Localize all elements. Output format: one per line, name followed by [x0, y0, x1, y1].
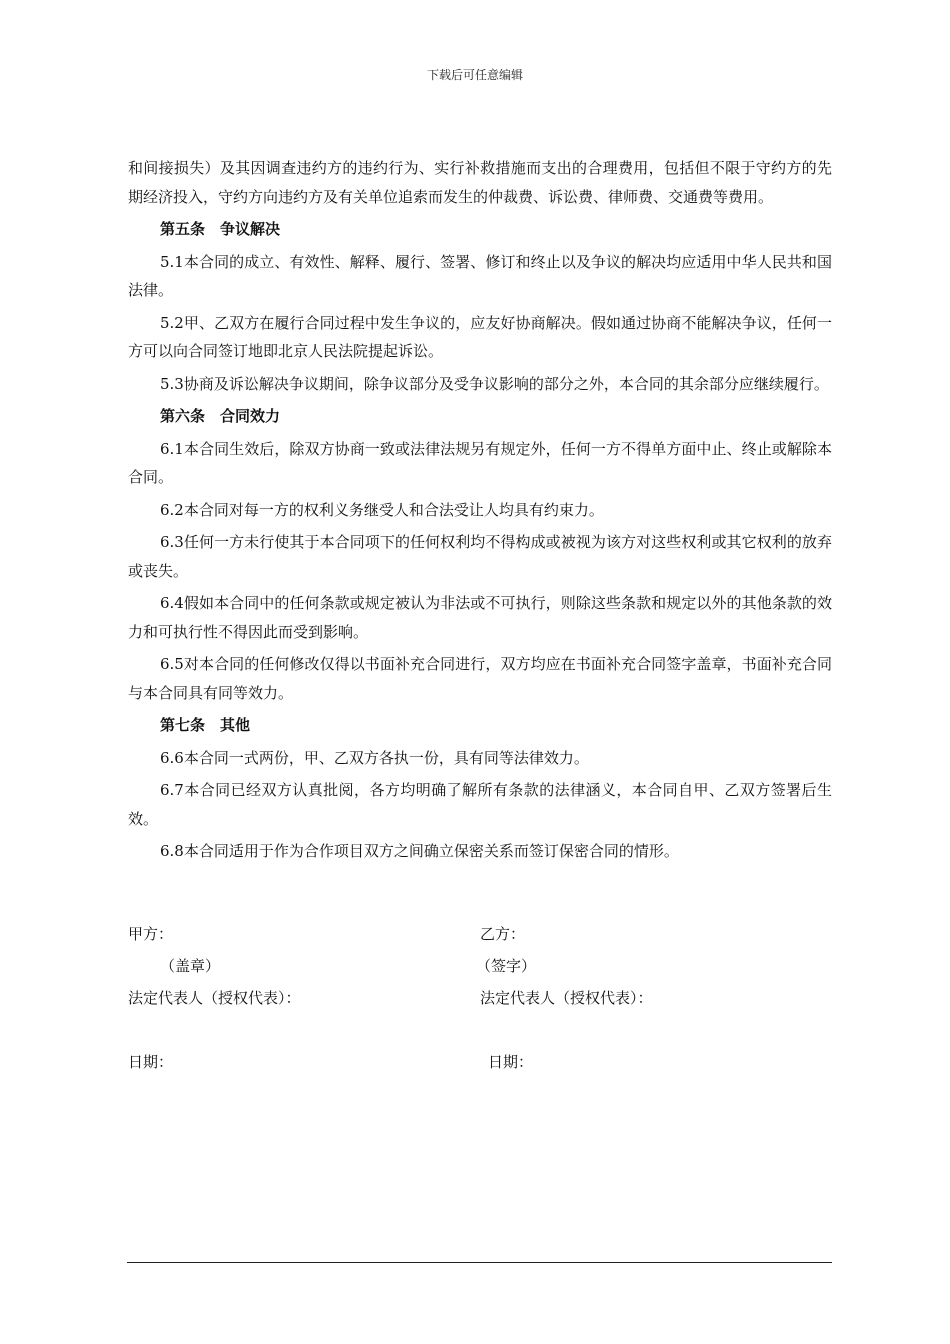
- contract-paragraph: 6.2本合同对每一方的权利义务继受人和合法受让人均具有约束力。: [160, 500, 604, 519]
- party-b-label: 乙方：: [480, 925, 526, 943]
- contract-paragraph: 6.3任何一方未行使其于本合同项下的任何权利均不得构成或被视为该方对这些权利或其它权利的放弃或丧失。: [128, 533, 832, 580]
- contract-paragraph: 6.7本合同已经双方认真批阅，各方均明确了解所有条款的法律涵义，本合同自甲、乙双方签署后生效。: [128, 781, 832, 828]
- contract-paragraph: 6.5对本合同的任何修改仅得以书面补充合同进行，双方均应在书面补充合同签字盖章，书面补充合同与本合同具有同等效力。: [128, 655, 832, 702]
- contract-paragraph: 6.6本合同一式两份，甲、乙双方各执一份，具有同等法律效力。: [160, 748, 589, 767]
- contract-paragraph: 和间接损失）及其因调查违约方的违约行为、实行补救措施而支出的合理费用，包括但不限于守约方的先期经济投入，守约方向违约方及有关单位追索而发生的仲裁费、诉讼费、律师费、交通费等费用。: [128, 159, 832, 206]
- party-b-representative: 法定代表人（授权代表）：: [480, 989, 653, 1007]
- contract-paragraph: 6.4假如本合同中的任何条款或规定被认为非法或不可执行，则除这些条款和规定以外的其他条款的效力和可执行性不得因此而受到影响。: [128, 594, 832, 641]
- contract-paragraph: 5.2甲、乙双方在履行合同过程中发生争议的，应友好协商解决。假如通过协商不能解决争议，任何一方可以向合同签订地即北京人民法院提起诉讼。: [128, 313, 832, 360]
- section-heading: 第六条 合同效力: [160, 407, 281, 425]
- contract-paragraph: 6.8本合同适用于作为合作项目双方之间确立保密关系而签订保密合同的情形。: [160, 842, 679, 860]
- contract-paragraph: 5.3协商及诉讼解决争议期间，除争议部分及受争议影响的部分之外，本合同的其余部分应继续履行。: [160, 374, 829, 393]
- party-a-date: 日期：: [128, 1053, 174, 1071]
- party-b-signature: （签字）: [476, 957, 537, 975]
- page-header: 下载后可任意编辑: [426, 68, 523, 82]
- contract-paragraph: 5.1本合同的成立、有效性、解释、履行、签署、修订和终止以及争议的解决均应适用中华人民共和国法律。: [128, 252, 832, 299]
- contract-paragraph: 6.1本合同生效后，除双方协商一致或法律法规另有规定外，任何一方不得单方面中止、终止或解除本合同。: [128, 439, 832, 486]
- party-b-date: 日期：: [488, 1053, 534, 1071]
- section-heading: 第七条 其他: [160, 716, 251, 734]
- party-a-representative: 法定代表人（授权代表）：: [128, 989, 301, 1007]
- footer-divider: [127, 1262, 832, 1263]
- party-a-seal: （盖章）: [160, 957, 221, 975]
- section-heading: 第五条 争议解决: [160, 220, 281, 238]
- contract-body: [128, 154, 832, 870]
- party-a-label: 甲方：: [128, 925, 174, 943]
